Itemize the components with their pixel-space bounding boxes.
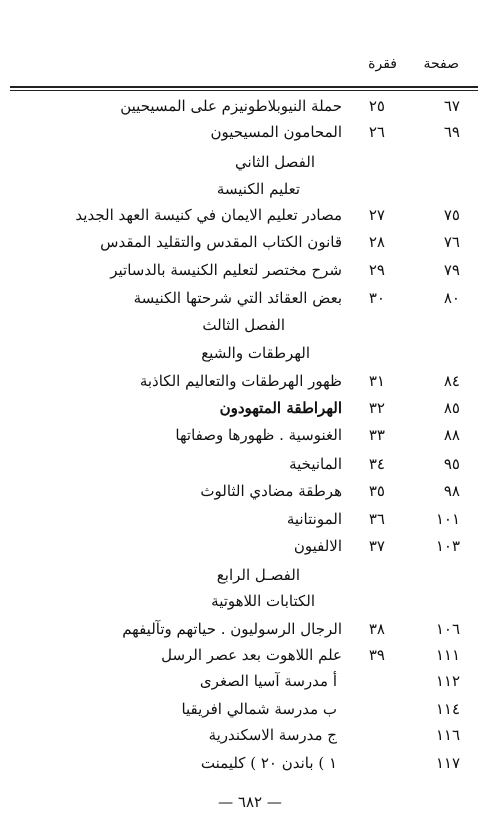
- entry-paragraph: ٣٢: [368, 399, 385, 417]
- entry-title: حملة النيوبلاطونيزم على المسيحيين: [120, 97, 342, 115]
- entry-title: شرح مختصر لتعليم الكنيسة بالدساتير: [110, 261, 342, 279]
- toc-subentry: [0, 751, 500, 775]
- toc-entry: [0, 396, 500, 420]
- entry-page: ١١٦: [435, 726, 460, 744]
- entry-title: ب مدرسة شمالي افريقيا: [181, 700, 337, 718]
- entry-title: علم اللاهوت بعد عصر الرسل: [161, 646, 342, 664]
- entry-page: ٧٥: [443, 206, 460, 224]
- entry-title: الرجال الرسوليون . حياتهم وتآليفهم: [122, 620, 342, 638]
- toc-entry: [0, 423, 500, 447]
- toc-entry: [0, 534, 500, 558]
- entry-title: ١ ) باندن ٢٠ ) كليمنت: [200, 754, 337, 772]
- toc-entry: [0, 120, 500, 144]
- entry-title: المونتانية: [286, 510, 342, 528]
- entry-page: ٨٤: [443, 372, 460, 390]
- entry-page: ١٠٣: [435, 537, 460, 555]
- chapter-heading: الفصل الثاني: [235, 153, 315, 171]
- toc-entry: [0, 230, 500, 254]
- entry-page: ٩٥: [443, 455, 460, 473]
- entry-paragraph: ٣٤: [368, 455, 385, 473]
- entry-title: الهراطقة المتهودون: [219, 399, 342, 417]
- entry-paragraph: ٣٥: [368, 482, 385, 500]
- entry-page: ٦٧: [443, 97, 460, 115]
- entry-paragraph: ٢٩: [368, 261, 385, 279]
- toc-entry: [0, 94, 500, 118]
- entry-title: مصادر تعليم الايمان في كنيسة العهد الجديد: [75, 206, 342, 224]
- chapter-heading: الفصل الثالث: [202, 316, 285, 334]
- chapter-subheading: تعليم الكنيسة: [216, 180, 300, 198]
- entry-title: ج مدرسة الاسكندرية: [208, 726, 337, 744]
- toc-entry: [0, 258, 500, 282]
- toc-entry: [0, 452, 500, 476]
- page-column-header: صفحة: [423, 56, 459, 72]
- header-rule: [10, 86, 478, 88]
- entry-title: ظهور الهرطقات والتعاليم الكاذبة: [139, 372, 342, 390]
- entry-title: بعض العقائد التي شرحتها الكنيسة: [133, 289, 342, 307]
- entry-page: ٨٠: [443, 289, 460, 307]
- entry-paragraph: ٢٥: [368, 97, 385, 115]
- entry-paragraph: ٣٨: [368, 620, 385, 638]
- entry-paragraph: ٣٣: [368, 426, 385, 444]
- entry-page: ١١٧: [435, 754, 460, 772]
- entry-page: ١٠١: [435, 510, 460, 528]
- page-number: — ٦٨٢ —: [218, 793, 282, 811]
- toc-entry: [0, 203, 500, 227]
- entry-title: الالفيون: [293, 537, 342, 555]
- paragraph-column-header: فقرة: [368, 56, 397, 72]
- entry-title: أ مدرسة آسيا الصغرى: [199, 672, 337, 690]
- entry-paragraph: ٣١: [368, 372, 385, 390]
- toc-subentry: [0, 697, 500, 721]
- entry-page: ١٠٦: [435, 620, 460, 638]
- entry-paragraph: ٢٧: [368, 206, 385, 224]
- header-rule-thin: [10, 90, 478, 91]
- chapter-heading: الفصـل الرابع: [216, 566, 300, 584]
- entry-page: ٨٥: [443, 399, 460, 417]
- entry-title: قانون الكتاب المقدس والتقليد المقدس: [100, 233, 342, 251]
- entry-paragraph: ٣٦: [368, 510, 385, 528]
- entry-page: ١١١: [435, 646, 460, 664]
- toc-entry: [0, 617, 500, 641]
- entry-page: ١١٤: [435, 700, 460, 718]
- entry-page: ٧٩: [443, 261, 460, 279]
- toc-entry: [0, 479, 500, 503]
- entry-page: ٨٨: [443, 426, 460, 444]
- entry-paragraph: ٢٦: [368, 123, 385, 141]
- entry-title: المحامون المسيحيون: [210, 123, 342, 141]
- entry-title: الغنوسية . ظهورها وصفاتها: [175, 426, 342, 444]
- toc-entry: [0, 643, 500, 667]
- chapter-subheading: الكتابات اللاهوتية: [211, 592, 315, 610]
- entry-paragraph: ٢٨: [368, 233, 385, 251]
- entry-title: هرطقة مضادي الثالوث: [200, 482, 342, 500]
- entry-paragraph: ٣٩: [368, 646, 385, 664]
- entry-paragraph: ٣٠: [368, 289, 385, 307]
- chapter-subheading: الهرطقات والشيع: [201, 344, 310, 362]
- entry-page: ٩٨: [443, 482, 460, 500]
- toc-entry: [0, 507, 500, 531]
- toc-subentry: [0, 723, 500, 747]
- toc-entry: [0, 369, 500, 393]
- toc-entry: [0, 286, 500, 310]
- toc-subentry: [0, 669, 500, 693]
- entry-page: ٦٩: [443, 123, 460, 141]
- entry-paragraph: ٣٧: [368, 537, 385, 555]
- entry-page: ١١٢: [435, 672, 460, 690]
- entry-title: المانيخية: [289, 455, 342, 473]
- entry-page: ٧٦: [443, 233, 460, 251]
